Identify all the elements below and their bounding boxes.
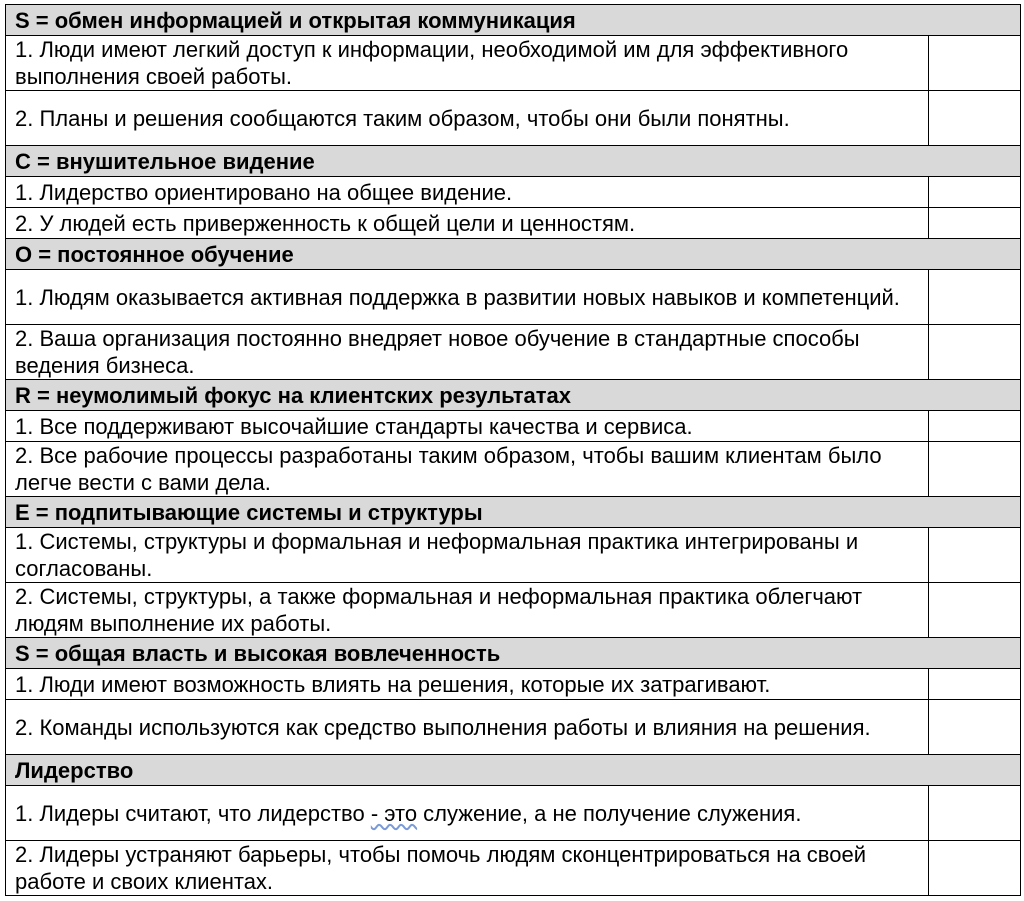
section-header-row [6, 146, 1021, 177]
item-row [6, 91, 1021, 146]
rating-cell[interactable] [929, 270, 1021, 325]
section-header-row [6, 755, 1021, 786]
section-header-row [6, 239, 1021, 270]
item-row [6, 270, 1021, 325]
item-text: 2. У людей есть приверженность к общей цели и ценностям. [6, 208, 929, 239]
item-row [6, 36, 1021, 91]
section-title: Лидерство [6, 755, 1021, 786]
rating-cell[interactable] [929, 528, 1021, 583]
item-text: 2. Ваша организация постоянно внедряет новое обучение в стандартные способы ведения бизнеса. [6, 325, 929, 380]
rating-cell[interactable] [929, 208, 1021, 239]
item-text: 1. Все поддерживают высочайшие стандарты качества и сервиса. [6, 411, 929, 442]
item-text: 2. Все рабочие процессы разработаны таким образом, чтобы вашим клиентам было легче вести с вами дела. [6, 442, 929, 497]
rating-cell[interactable] [929, 36, 1021, 91]
item-row [6, 786, 1021, 841]
section-title: E = подпитывающие системы и структуры [6, 497, 1021, 528]
rating-cell[interactable] [929, 583, 1021, 638]
item-row [6, 700, 1021, 755]
rating-cell[interactable] [929, 786, 1021, 841]
item-text: 1. Люди имеют возможность влиять на решения, которые их затрагивают. [6, 669, 929, 700]
item-text: 2. Системы, структуры, а также формальная и неформальная практика облегчают людям выполнение их работы. [6, 583, 929, 638]
item-text: 1. Людям оказывается активная поддержка в развитии новых навыков и компетенций. [6, 270, 929, 325]
item-row [6, 841, 1021, 896]
item-row [6, 528, 1021, 583]
rating-cell[interactable] [929, 841, 1021, 896]
item-row [6, 669, 1021, 700]
item-row [6, 325, 1021, 380]
item-row [6, 583, 1021, 638]
rating-cell[interactable] [929, 442, 1021, 497]
item-text: 2. Планы и решения сообщаются таким образом, чтобы они были понятны. [6, 91, 929, 146]
section-header-row [6, 380, 1021, 411]
item-text: 2. Лидеры устраняют барьеры, чтобы помочь людям сконцентрироваться на своей работе и своих клиентах. [6, 841, 929, 896]
section-header-row [6, 5, 1021, 36]
section-title: O = постоянное обучение [6, 239, 1021, 270]
item-row [6, 411, 1021, 442]
rating-cell[interactable] [929, 325, 1021, 380]
rating-cell[interactable] [929, 177, 1021, 208]
item-text: 1. Системы, структуры и формальная и неформальная практика интегрированы и согласованы. [6, 528, 929, 583]
item-text: 2. Команды используются как средство выполнения работы и влияния на решения. [6, 700, 929, 755]
item-row [6, 208, 1021, 239]
rating-cell[interactable] [929, 91, 1021, 146]
section-title: C = внушительное видение [6, 146, 1021, 177]
rating-cell[interactable] [929, 700, 1021, 755]
item-row [6, 177, 1021, 208]
section-header-row [6, 638, 1021, 669]
scorecard-table [5, 4, 1021, 896]
section-title: S = обмен информацией и открытая коммуникация [6, 5, 1021, 36]
item-text: 1. Люди имеют легкий доступ к информации, необходимой им для эффективного выполнения своей работы. [6, 36, 929, 91]
spellcheck-marked-phrase: - это [370, 800, 418, 826]
rating-cell[interactable] [929, 411, 1021, 442]
item-text: 1. Лидеры считают, что лидерство - это служение, а не получение служения. [6, 786, 929, 841]
section-title: R = неумолимый фокус на клиентских результатах [6, 380, 1021, 411]
item-text: 1. Лидерство ориентировано на общее видение. [6, 177, 929, 208]
section-header-row [6, 497, 1021, 528]
item-row [6, 442, 1021, 497]
rating-cell[interactable] [929, 669, 1021, 700]
section-title: S = общая власть и высокая вовлеченность [6, 638, 1021, 669]
